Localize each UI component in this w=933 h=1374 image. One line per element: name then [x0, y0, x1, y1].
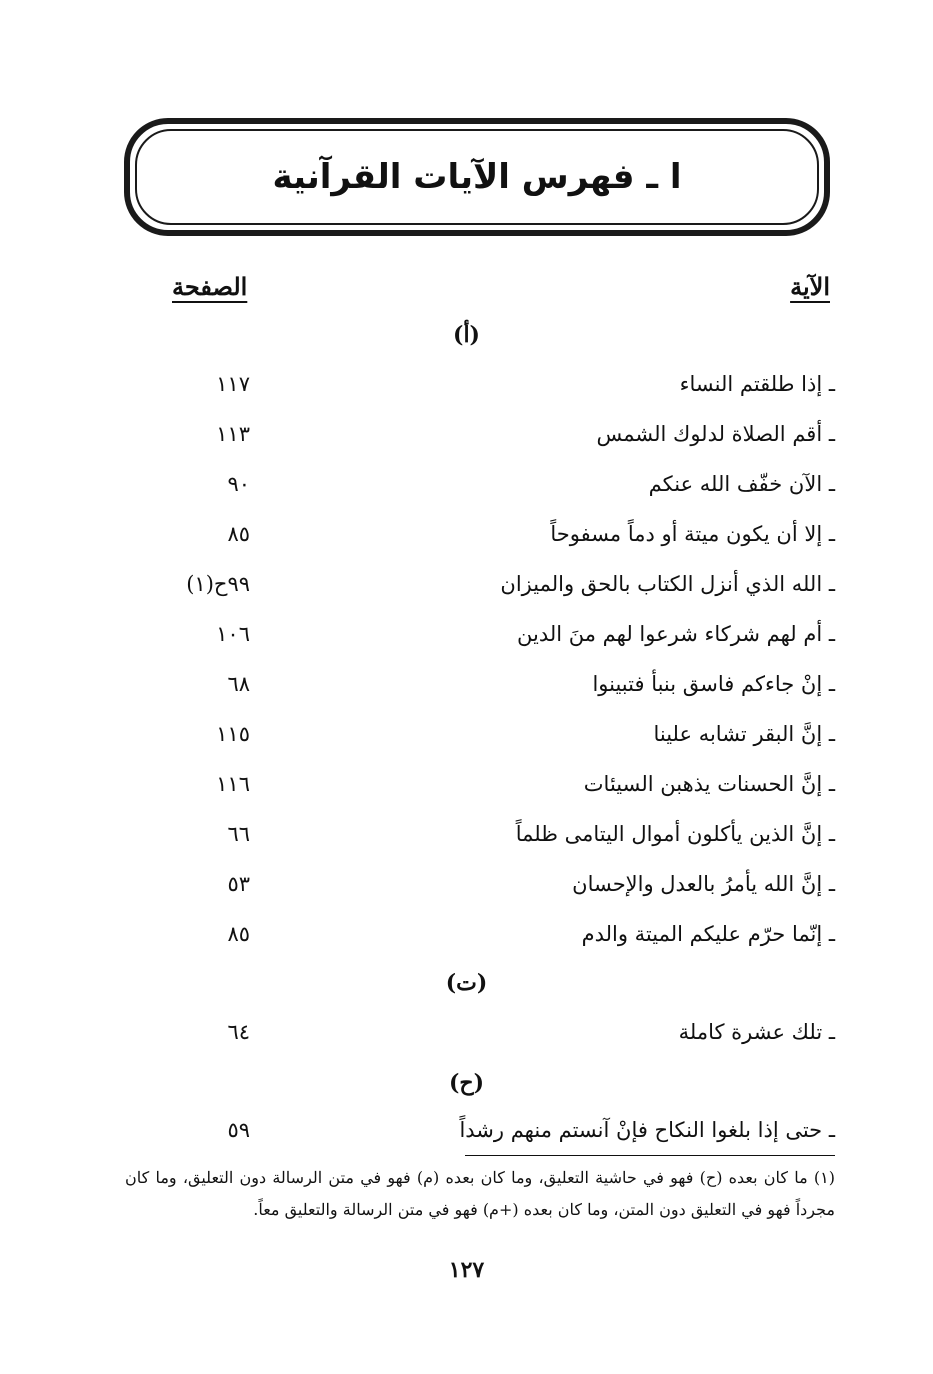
ayah-text: ـ الآن خفّف الله عنكم — [648, 472, 835, 496]
index-row — [150, 1020, 835, 1060]
title-frame — [124, 118, 830, 236]
index-row — [150, 772, 835, 812]
page-ref: ٩٩ح(١) — [186, 572, 250, 596]
ayah-text: ـ إنَّ الله يأمرُ بالعدل والإحسان — [572, 872, 835, 896]
index-row — [150, 872, 835, 912]
ayah-text: ـ أقم الصلاة لدلوك الشمس — [596, 422, 835, 446]
index-row — [150, 572, 835, 612]
index-row — [150, 722, 835, 762]
page-ref: ٨٥ — [227, 922, 250, 946]
index-row — [150, 1118, 835, 1158]
footnote-separator — [465, 1155, 835, 1156]
page-ref: ١١٣ — [216, 422, 250, 446]
ayah-text: ـ إلا أن يكون ميتة أو دماً مسفوحاً — [550, 522, 835, 546]
page-ref: ١١٦ — [216, 772, 250, 796]
ayah-text: ـ الله الذي أنزل الكتاب بالحق والميزان — [500, 572, 835, 596]
index-row — [150, 472, 835, 512]
page-title: ا ـ فهرس الآيات القرآنية — [272, 157, 682, 197]
page-ref: ٦٨ — [227, 672, 250, 696]
footnote: (١) ما كان بعده (ح) فهو في حاشية التعليق، وما كان بعده (م) فهو في متن الرسالة دون التعليق، وما كان مجرداً فهو في التعليق دون المتن، وما كان بعده (+م) فهو في متن الرسالة والتعليق معاً. — [125, 1168, 835, 1219]
section-letter-alif: (أ) — [453, 322, 480, 348]
page-ref: ٨٥ — [227, 522, 250, 546]
page-ref: ١١٥ — [216, 722, 250, 746]
ayah-column-header: الآية — [790, 272, 830, 301]
index-row — [150, 422, 835, 462]
ayah-text: ـ حتى إذا بلغوا النكاح فإنْ آنستم منهم رشداً — [459, 1118, 835, 1142]
index-row — [150, 622, 835, 662]
ayah-text: ـ أم لهم شركاء شرعوا لهم منَ الدين — [517, 622, 835, 646]
page-ref: ٩٠ — [227, 472, 250, 496]
section-letter-ta: (ت) — [445, 970, 488, 996]
ayah-text: ـ تلك عشرة كاملة — [678, 1020, 835, 1044]
page-ref: ٥٣ — [227, 872, 250, 896]
page-ref: ٦٤ — [227, 1020, 250, 1044]
page-column-header: الصفحة — [172, 272, 248, 301]
index-row — [150, 372, 835, 412]
ayah-text: ـ إنَّ الذين يأكلون أموال اليتامى ظلماً — [515, 822, 835, 846]
ayah-text: ـ إذا طلقتم النساء — [679, 372, 835, 396]
ayah-text: ـ إنّما حرّم عليكم الميتة والدم — [581, 922, 835, 946]
ayah-text: ـ إنَّ البقر تشابه علينا — [653, 722, 835, 746]
page-ref: ١١٧ — [216, 372, 250, 396]
page-ref: ٥٩ — [227, 1118, 250, 1142]
index-row — [150, 822, 835, 862]
section-letter-ha: (ح) — [448, 1070, 485, 1096]
index-row — [150, 522, 835, 562]
ayah-text: ـ إنْ جاءكم فاسق بنبأ فتبينوا — [592, 672, 835, 696]
page-ref: ١٠٦ — [216, 622, 250, 646]
page-number: ١٢٧ — [448, 1257, 485, 1283]
index-row — [150, 922, 835, 962]
index-row — [150, 672, 835, 712]
ayah-text: ـ إنَّ الحسنات يذهبن السيئات — [583, 772, 835, 796]
page-ref: ٦٦ — [227, 822, 250, 846]
